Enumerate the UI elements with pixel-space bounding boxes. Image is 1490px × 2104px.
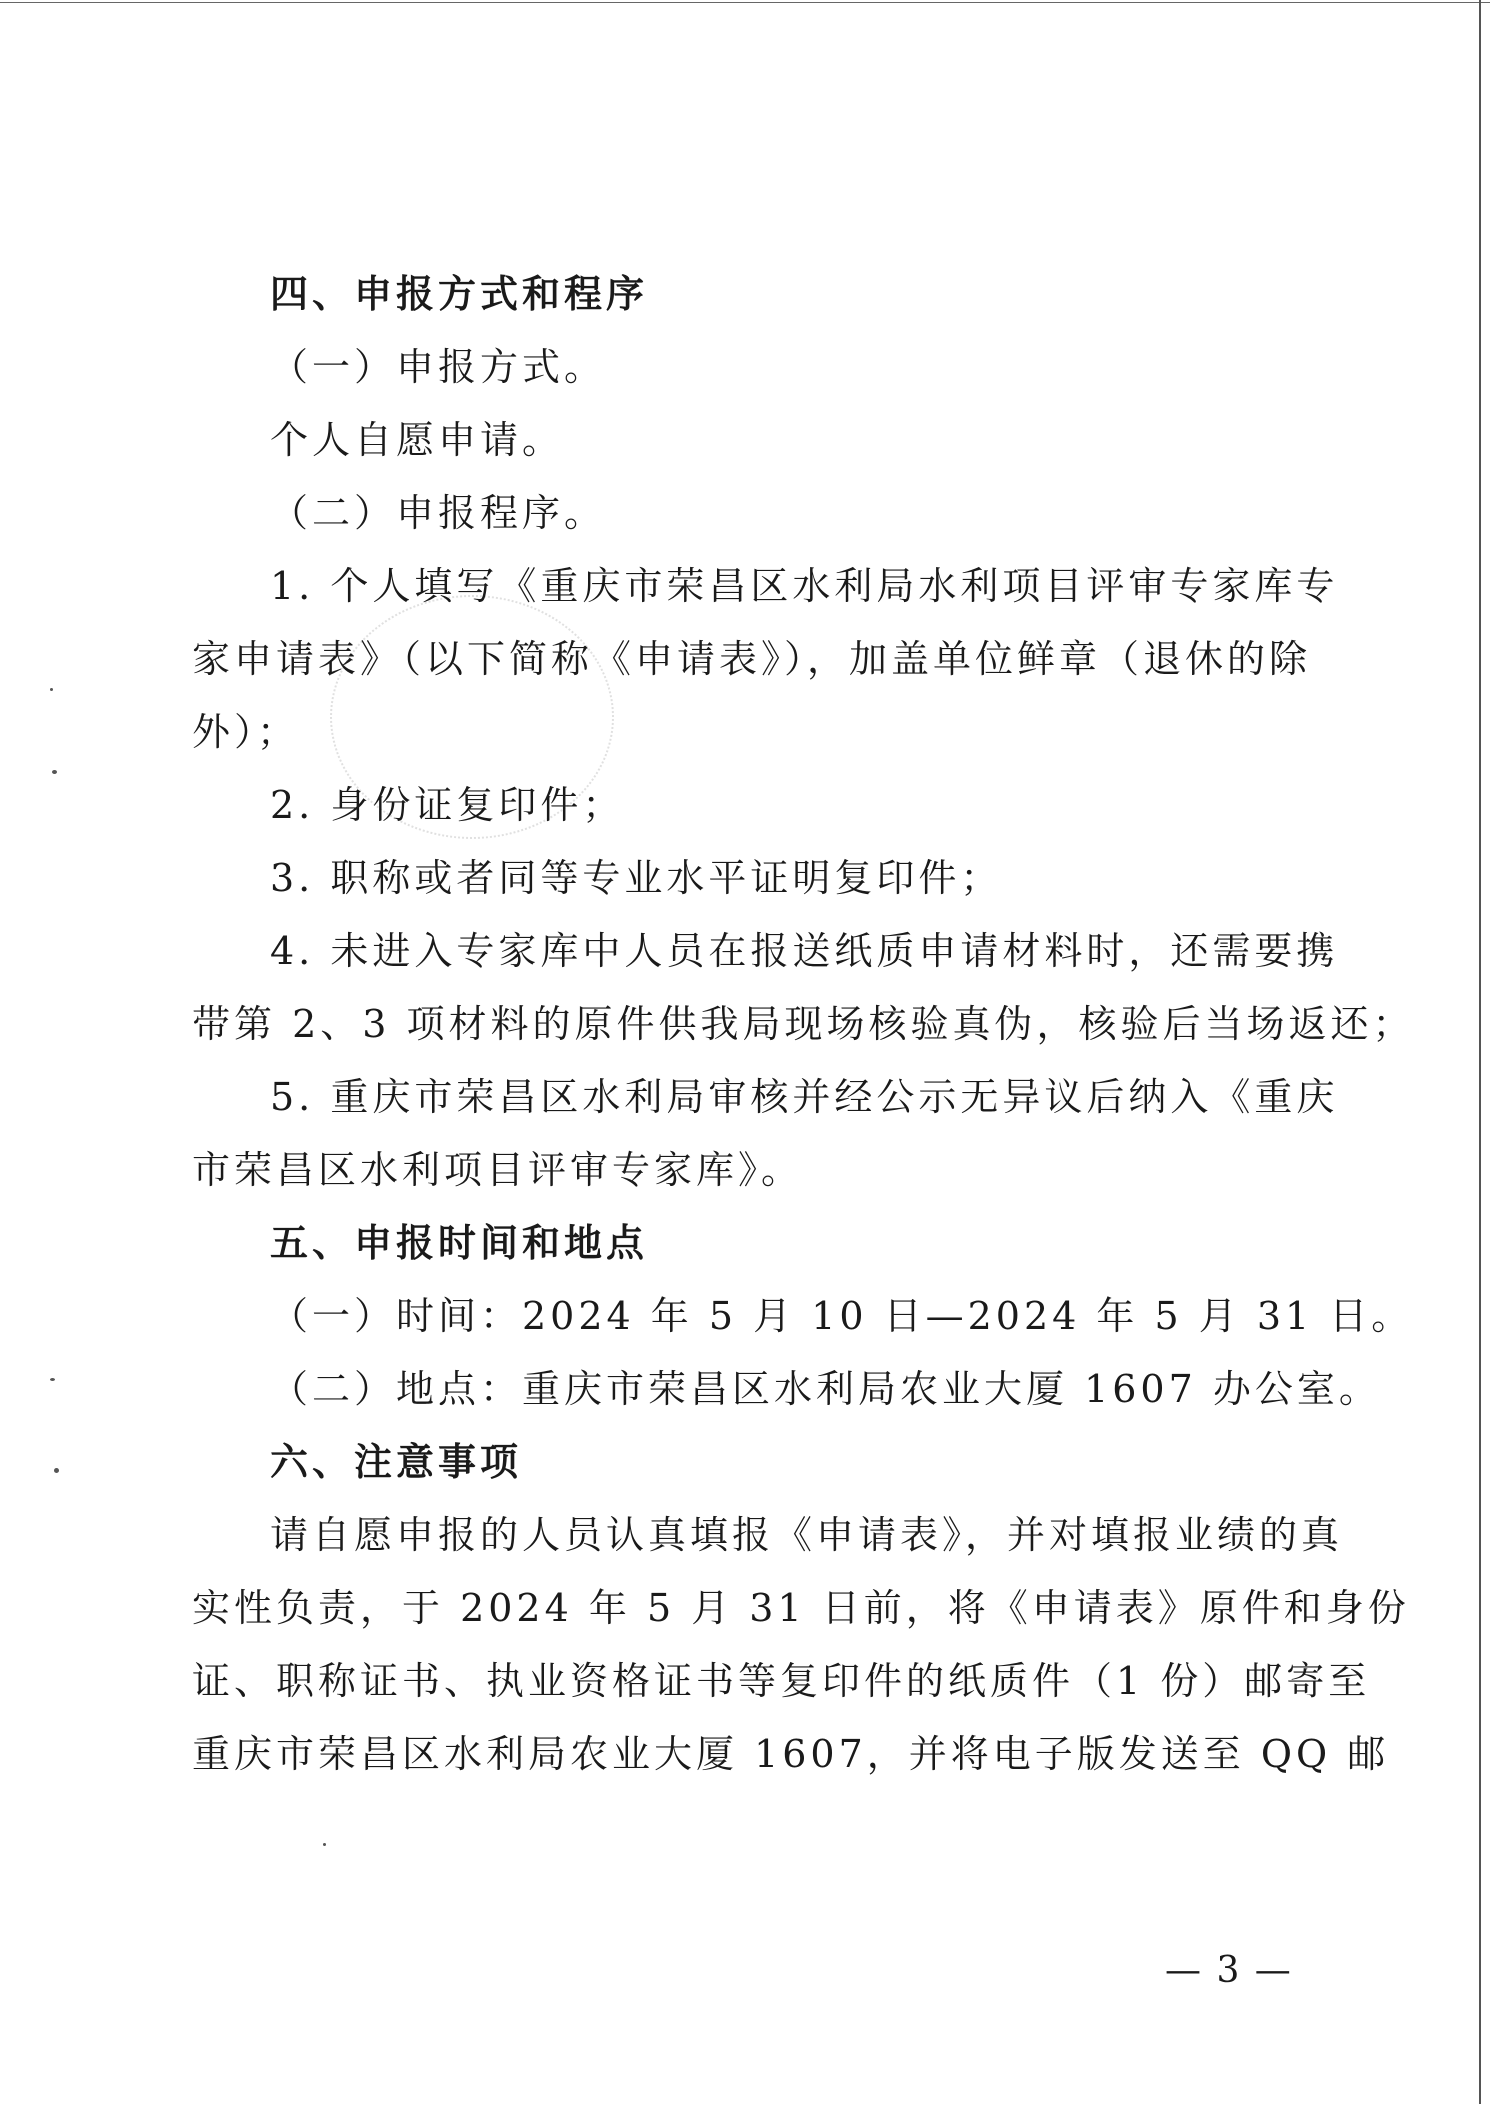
paragraph-line: 市荣昌区水利项目评审专家库》。 (192, 1148, 804, 1192)
paragraph-line: 请自愿申报的人员认真填报《申请表》，并对填报业绩的真 (270, 1513, 1344, 1557)
section-heading-6: 六、注意事项 (270, 1440, 523, 1484)
paragraph-line: 5. 重庆市荣昌区水利局审核并经公示无异议后纳入《重庆 (270, 1075, 1339, 1119)
section-heading-4: 四、申报方式和程序 (270, 272, 649, 316)
right-border-line (1479, 0, 1481, 2104)
paragraph-line: 4. 未进入专家库中人员在报送纸质申请材料时，还需要携 (270, 929, 1339, 973)
document-body (192, 258, 1415, 1791)
top-border-line (0, 2, 1490, 3)
paragraph-line: 外）； (192, 710, 300, 754)
scan-speck (52, 770, 57, 774)
paragraph-line: 带第 2、3 项材料的原件供我局现场核验真伪，核验后当场返还； (192, 1002, 1415, 1046)
paragraph-line: 个人自愿申请。 (270, 418, 565, 462)
paragraph-line: （一）时间：2024 年 5 月 10 日—2024 年 5 月 31 日。 (270, 1294, 1414, 1338)
paragraph-line: 2. 身份证复印件； (270, 783, 625, 827)
paragraph-line: 证、职称证书、执业资格证书等复印件的纸质件（1 份）邮寄至 (192, 1659, 1371, 1703)
page-number: — 3 — (1165, 1950, 1293, 1991)
scan-speck (50, 688, 53, 691)
paragraph-line: 3. 职称或者同等专业水平证明复印件； (270, 856, 1003, 900)
section-heading-5: 五、申报时间和地点 (270, 1221, 649, 1265)
paragraph-line: 1. 个人填写《重庆市荣昌区水利局水利项目评审专家库专 (270, 564, 1339, 608)
subheading-method: （一）申报方式。 (270, 345, 607, 389)
subheading-procedure: （二）申报程序。 (270, 491, 607, 535)
paragraph-line: 实性负责，于 2024 年 5 月 31 日前，将《申请表》原件和身份 (192, 1586, 1410, 1630)
paragraph-line: （二）地点：重庆市荣昌区水利局农业大厦 1607 办公室。 (270, 1367, 1381, 1411)
paragraph-line: 家申请表》（以下简称《申请表》），加盖单位鲜章（退休的除 (192, 637, 1312, 681)
scan-speck (50, 1378, 55, 1381)
scan-speck (54, 1468, 59, 1473)
paragraph-line: 重庆市荣昌区水利局农业大厦 1607，并将电子版发送至 QQ 邮 (192, 1732, 1390, 1776)
scan-speck (323, 1843, 326, 1846)
